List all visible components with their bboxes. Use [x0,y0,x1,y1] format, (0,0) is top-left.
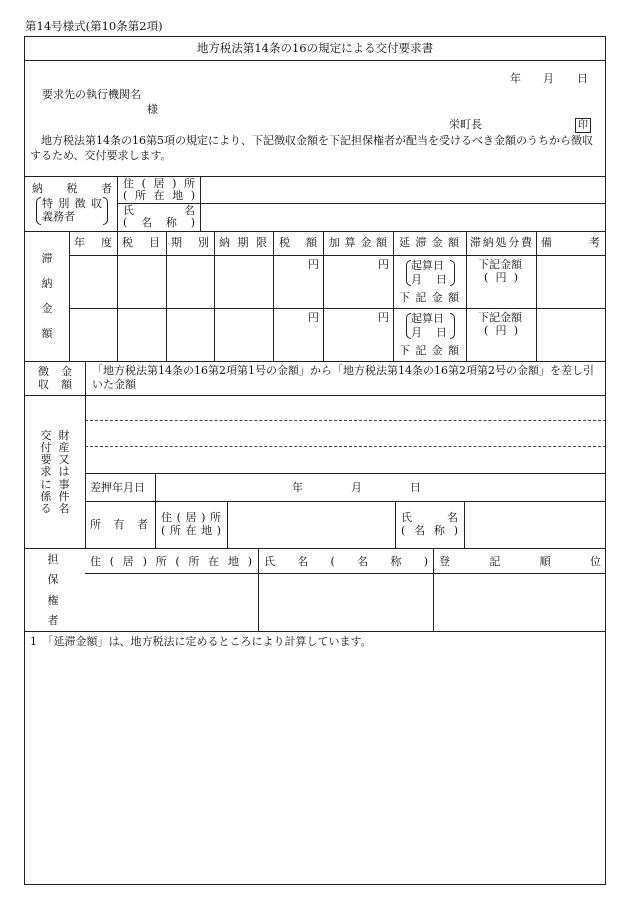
date-month: 月 [543,72,554,85]
collection-label-2: 収額 [38,378,72,391]
disposal-below-2: 下記金額 [478,311,522,324]
col-period: 期別 [171,236,209,249]
col-tax-amount: 税額 [279,236,317,249]
owner-label: 所有者 [90,518,148,531]
issuer-name: 栄町長 [449,118,482,131]
owner-address-label: 住(居)所 [161,511,221,524]
recipient-label: 要求先の執行機関名 [42,88,141,101]
yen-add-2: 円 [378,311,389,324]
yen-tax-1: 円 [308,258,319,271]
collection-label-1: 徴金 [38,365,72,378]
calc-start-2: 起算日 [411,312,444,325]
seizure-day: 日 [410,481,421,494]
taxpayer-label: 納税者 [32,182,112,195]
holder-rank-header: 登記順位 [439,555,601,568]
seizure-year: 年 [292,481,303,494]
property-label-col2: 交 付 要 求 に 係 る [40,429,52,515]
arrears-label [40,253,54,339]
disposal-yen-2: (円) [484,324,518,337]
arrears-label-char-1: 滞 [41,252,53,265]
special-collector-label-2: 義務者 [42,210,75,223]
collection-text: 「地方税法第14条の16第2項第1号の金額」から「地方税法第14条の16第2項第2号の金額」を差し引いた金額 [92,364,594,392]
disposal-yen-1: (円) [484,271,518,284]
seal-mark: 印 [575,118,591,133]
yen-tax-2: 円 [308,311,319,324]
owner-address-sub: (所在地) [161,524,221,537]
below-amount-2: 下記金額 [399,344,459,357]
holder-name-header: 氏名(名称) [264,555,428,568]
security-holder-label: 担 保 権 者 [47,553,59,627]
special-collector-label-1: 特別徴収 [42,197,102,210]
owner-name-sub: (名称) [401,524,458,537]
yen-add-1: 円 [378,258,389,271]
month-day-2: 月日 [411,326,447,339]
col-fiscal-year: 年度 [74,236,112,249]
frame-bottom [24,884,606,885]
arrears-label-char-4: 額 [41,327,53,340]
property-label-col1: 財 産 又 は 事 件 名 [58,429,70,515]
month-day-1: 月日 [411,273,447,286]
date-year: 年 [510,72,521,85]
col-late-fee: 延滞金額 [399,236,459,249]
calc-start-1: 起算日 [411,259,444,272]
request-statement: 地方税法第14条の16第5項の規定により、下記徴収金額を下記担保権者が配当を受けるべき金額のうちから徴収するため、交付要求します。 [30,134,593,162]
taxpayer-address-label: 住(居)所 [123,177,195,190]
col-remarks: 備考 [541,236,600,249]
taxpayer-name-sub: (名称) [123,216,195,229]
col-additional: 加算金額 [329,236,387,249]
arrears-label-char-3: 金 [41,302,53,315]
frame-left [24,36,25,885]
arrears-label-char-2: 納 [41,277,53,290]
col-disposal-cost: 滞納処分費 [470,236,532,249]
note-text: 1 「延滞金額」は、地方税法に定めるところにより計算しています。 [30,635,372,648]
frame-top [24,36,606,37]
form-title: 地方税法第14条の16の規定による交付要求書 [196,41,434,55]
owner-name-label: 氏名 [401,511,458,524]
seizure-date-label: 差押年月日 [90,481,145,494]
taxpayer-name-label: 氏名 [123,204,195,217]
below-amount-1: 下記金額 [399,291,459,304]
frame-right [605,36,606,885]
col-due-date: 納期限 [219,236,267,249]
col-tax-item: 税目 [122,236,160,249]
disposal-below-1: 下記金額 [478,258,522,271]
form-number: 第14号様式(第10条第2項) [25,19,163,33]
seizure-month: 月 [351,481,362,494]
honorific: 様 [147,103,158,116]
holder-address-header: 住(居)所(所在地) [90,555,252,568]
taxpayer-address-sub: (所在地) [123,189,195,202]
date-day: 日 [577,72,588,85]
